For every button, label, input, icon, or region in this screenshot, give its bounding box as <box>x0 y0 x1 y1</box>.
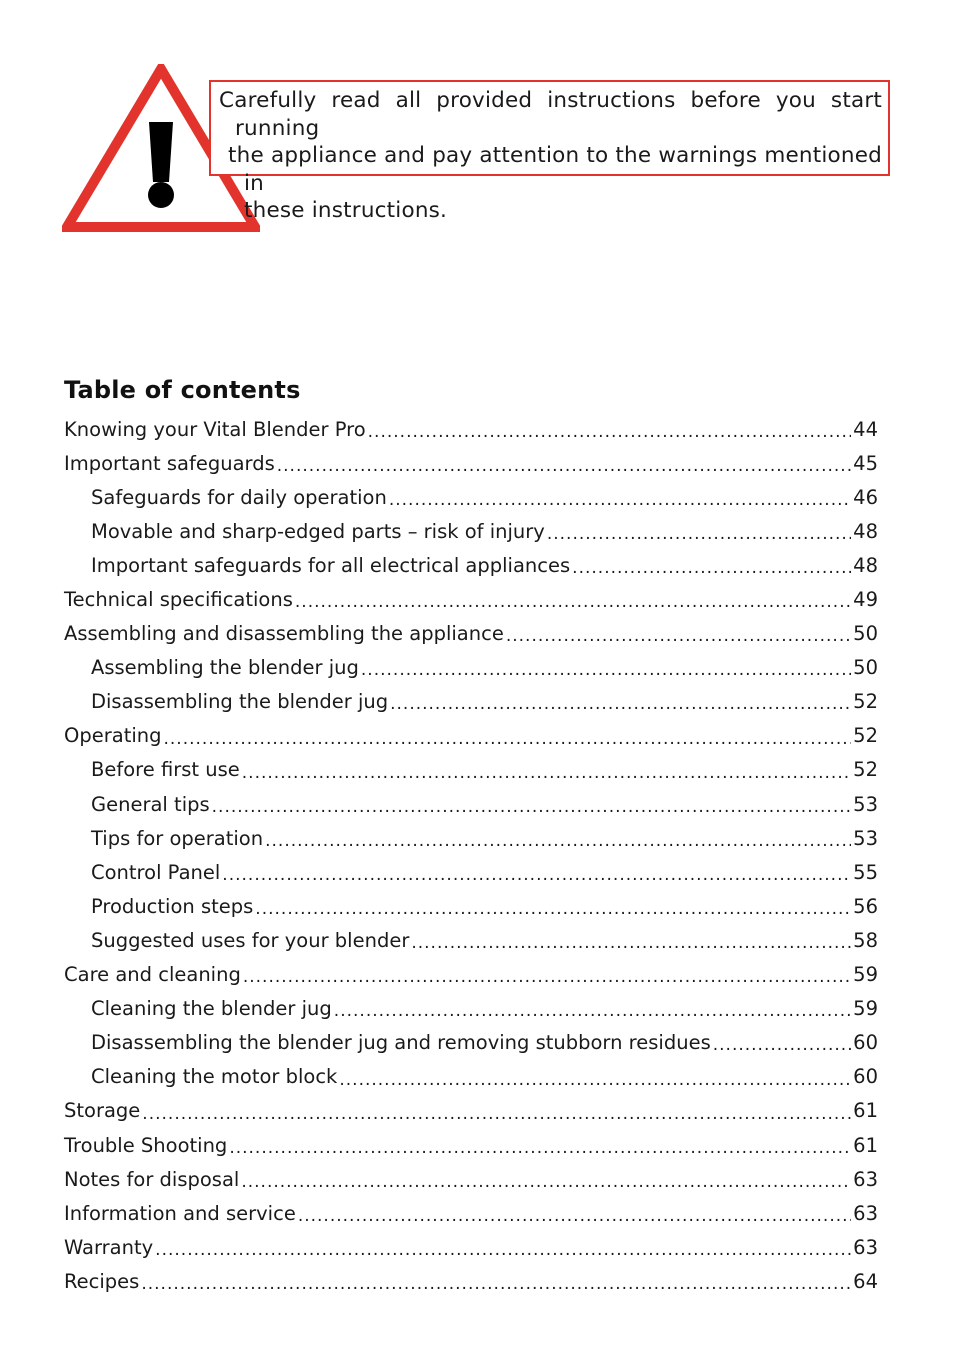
toc-entry-page: 52 <box>853 758 878 782</box>
toc-dot-leader <box>713 1031 851 1054</box>
toc-entry[interactable] <box>64 651 878 685</box>
toc-entry-page: 64 <box>853 1269 878 1293</box>
toc-dot-leader <box>295 588 851 611</box>
toc-entry[interactable] <box>64 923 878 957</box>
toc-dot-leader <box>164 724 852 747</box>
toc-dot-leader <box>547 520 851 543</box>
toc-title: Table of contents <box>64 376 301 404</box>
toc-entry-page: 63 <box>853 1235 878 1259</box>
toc-entry[interactable] <box>64 685 878 719</box>
toc-dot-leader <box>361 656 851 679</box>
toc-entry-label: Safeguards for daily operation <box>91 485 387 509</box>
toc-entry[interactable] <box>64 719 878 753</box>
warning-line-1: Carefully read all provided instructions before you start running <box>219 88 882 141</box>
toc-entry-page: 45 <box>853 451 878 475</box>
toc-entry-label: Before first use <box>91 758 240 782</box>
toc-entry-label: Assembling the blender jug <box>91 656 359 680</box>
toc-entry[interactable] <box>64 1026 878 1060</box>
warning-notice-box <box>209 80 890 223</box>
toc-entry-page: 49 <box>853 588 878 612</box>
toc-entry-label: Recipes <box>64 1269 140 1293</box>
toc-entry[interactable] <box>64 1196 878 1230</box>
toc-entry[interactable] <box>64 1162 878 1196</box>
toc-entry[interactable] <box>64 582 878 616</box>
toc-dot-leader <box>368 417 852 440</box>
toc-dot-leader <box>390 690 851 713</box>
toc-entry-page: 63 <box>853 1201 878 1225</box>
toc-entry-label: Movable and sharp-edged parts – risk of injury <box>91 519 545 543</box>
toc-entry[interactable] <box>64 855 878 889</box>
toc-entry-page: 60 <box>853 1065 878 1089</box>
toc-dot-leader <box>242 758 851 781</box>
toc-entry-page: 53 <box>853 826 878 850</box>
toc-entry-page: 61 <box>853 1099 878 1123</box>
toc-entry-label: Cleaning the motor block <box>91 1065 338 1089</box>
toc-dot-leader <box>255 895 851 918</box>
toc-entry-page: 59 <box>853 997 878 1021</box>
toc-entry-label: Cleaning the blender jug <box>91 997 332 1021</box>
toc-dot-leader <box>506 622 851 645</box>
toc-entry[interactable] <box>64 412 878 446</box>
toc-entry[interactable] <box>64 1230 878 1264</box>
toc-entry[interactable] <box>64 787 878 821</box>
toc-entry[interactable] <box>64 821 878 855</box>
toc-entry-label: Knowing your Vital Blender Pro <box>64 417 366 441</box>
toc-entry-page: 56 <box>853 894 878 918</box>
toc-entry-label: Control Panel <box>91 860 221 884</box>
toc-dot-leader <box>241 1167 851 1190</box>
toc-dot-leader <box>277 451 851 474</box>
toc-entry-page: 53 <box>853 792 878 816</box>
toc-entry[interactable] <box>64 1094 878 1128</box>
toc-entry-label: Tips for operation <box>91 826 264 850</box>
toc-dot-leader <box>572 554 851 577</box>
toc-entry-page: 50 <box>853 656 878 680</box>
toc-entry-label: Technical specifications <box>64 588 293 612</box>
toc-entry-label: Important safeguards for all electrical appliances <box>91 553 571 577</box>
toc-entry-label: Operating <box>64 724 162 748</box>
toc-entry-label: Disassembling the blender jug and removing stubborn residues <box>91 1031 711 1055</box>
toc-dot-leader <box>339 1065 851 1088</box>
toc-entry-page: 60 <box>853 1031 878 1055</box>
toc-entry-page: 44 <box>853 417 878 441</box>
toc-dot-leader <box>334 997 851 1020</box>
toc-entry-page: 52 <box>853 690 878 714</box>
toc-dot-leader <box>298 1202 851 1225</box>
toc-entry-label: Disassembling the blender jug <box>91 690 389 714</box>
toc-entry[interactable] <box>64 1264 878 1298</box>
warning-line-2: the appliance and pay attention to the warnings mentioned in <box>228 143 882 196</box>
toc-entry-page: 52 <box>853 724 878 748</box>
toc-dot-leader <box>243 963 851 986</box>
toc-entry-label: General tips <box>91 792 210 816</box>
toc-entry[interactable] <box>64 889 878 923</box>
toc-entry-page: 59 <box>853 963 878 987</box>
toc-entry[interactable] <box>64 1128 878 1162</box>
toc-entry[interactable] <box>64 958 878 992</box>
toc-entry[interactable] <box>64 446 878 480</box>
toc-entry-page: 48 <box>853 519 878 543</box>
toc-entry-label: Production steps <box>91 894 254 918</box>
toc-entry-label: Important safeguards <box>64 451 275 475</box>
toc-dot-leader <box>155 1236 851 1259</box>
toc-entry[interactable] <box>64 548 878 582</box>
toc-entry-page: 46 <box>853 485 878 509</box>
toc-entry-label: Trouble Shooting <box>64 1133 228 1157</box>
toc-dot-leader <box>389 486 851 509</box>
toc-entry-page: 55 <box>853 860 878 884</box>
toc-entry[interactable] <box>64 480 878 514</box>
toc-entry[interactable] <box>64 992 878 1026</box>
toc-entry-label: Assembling and disassembling the appliance <box>64 622 504 646</box>
toc-dot-leader <box>265 826 851 849</box>
toc-entry-page: 50 <box>853 622 878 646</box>
toc-entry-label: Warranty <box>64 1235 154 1259</box>
toc-entry-label: Information and service <box>64 1201 296 1225</box>
toc-dot-leader <box>212 792 852 815</box>
toc-entry-page: 61 <box>853 1133 878 1157</box>
toc-dot-leader <box>229 1133 851 1156</box>
toc-entry-page: 48 <box>853 553 878 577</box>
toc-dot-leader <box>141 1270 851 1293</box>
toc-entry-page: 63 <box>853 1167 878 1191</box>
toc-entry-label: Care and cleaning <box>64 963 241 987</box>
toc-entry[interactable] <box>64 617 878 651</box>
warning-notice-text <box>219 87 882 225</box>
toc-entry-label: Notes for disposal <box>64 1167 240 1191</box>
warning-line-3: these instructions. <box>244 198 448 223</box>
toc-entry[interactable] <box>64 753 878 787</box>
toc-entry-label: Suggested uses for your blender <box>91 928 410 952</box>
toc-entry-page: 58 <box>853 928 878 952</box>
toc-dot-leader <box>411 929 851 952</box>
toc-entry[interactable] <box>64 514 878 548</box>
toc-entry[interactable] <box>64 1060 878 1094</box>
toc-entry-label: Storage <box>64 1099 141 1123</box>
toc-dot-leader <box>222 861 851 884</box>
table-of-contents <box>64 412 878 1298</box>
toc-dot-leader <box>142 1099 851 1122</box>
